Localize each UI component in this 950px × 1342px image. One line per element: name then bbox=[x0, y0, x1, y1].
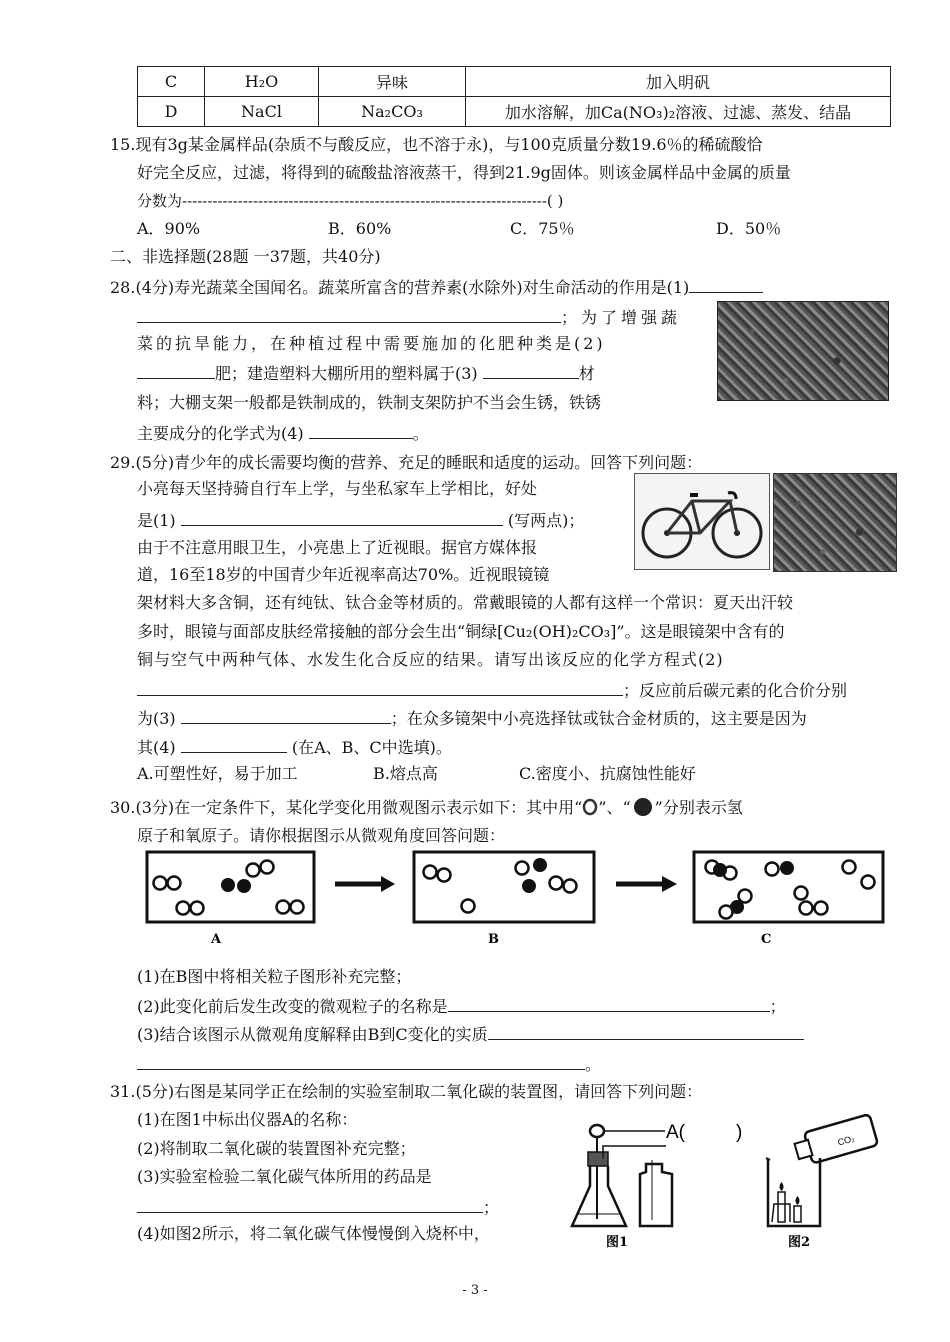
q29-line2: 小亮每天坚持骑自行车上学，与坐私家车上学相比，好处 bbox=[137, 479, 538, 498]
q29-option-a: A.可塑性好，易于加工 bbox=[137, 764, 298, 783]
q15-line2: 好完全反应，过滤，将得到的硫酸盐溶液蒸干，得到21.9g固体。则该金属样品中金属的质量 bbox=[137, 163, 791, 182]
reading-photo bbox=[773, 473, 897, 572]
q29-line10-text: 为(3) bbox=[137, 709, 176, 728]
q28-line4-tail: 材 bbox=[578, 364, 595, 383]
q30-sub2-text: (2)此变化前后发生改变的微观粒子的名称是 bbox=[137, 997, 448, 1016]
oxygen-atom-icon bbox=[631, 797, 655, 817]
q28-line6-text: 主要成分的化学式为(4) bbox=[137, 424, 304, 443]
figure1-apparatus bbox=[570, 1114, 750, 1249]
q30-line1-mid: ”、“ bbox=[598, 798, 631, 817]
q30-sub2 bbox=[137, 994, 786, 1018]
q30-sub1: (1)在B图中将相关粒子图形补充完整； bbox=[137, 967, 412, 986]
q15-option-d: D．50％ bbox=[716, 219, 782, 238]
answer-blank[interactable] bbox=[309, 421, 413, 439]
q28-line2 bbox=[137, 305, 681, 329]
co2-bottle-label: CO₂ bbox=[836, 1133, 856, 1148]
box-label: A bbox=[211, 932, 222, 947]
q30-line1-text: 30.(3分)在一定条件下，某化学变化用微观图示表示如下：其中用“ bbox=[110, 798, 583, 817]
box-label: B bbox=[488, 932, 499, 947]
reaction-micro-diagram bbox=[145, 850, 895, 950]
answer-blank[interactable] bbox=[488, 1022, 804, 1040]
q30-sub3-cont bbox=[137, 1052, 601, 1076]
q29-line11 bbox=[137, 735, 452, 759]
q28-line3: 菜的抗旱能力，在种植过程中需要施加的化肥种类是(2) bbox=[137, 334, 606, 353]
q31-sub3-cont bbox=[137, 1195, 499, 1219]
table-row bbox=[138, 67, 891, 97]
q28-line1-text: 28.(4分)寿光蔬菜全国闻名。蔬菜所富含的营养素(水除外)对生命活动的作用是(1) bbox=[110, 278, 690, 297]
q30-sub2-tail: ； bbox=[769, 997, 786, 1016]
q31-line1: 31.(5分)右图是某同学正在绘制的实验室制取二氧化碳的装置图，请回答下列问题： bbox=[110, 1082, 703, 1101]
section-heading: 二、非选择题(28题 一37题，共40分) bbox=[110, 247, 381, 266]
table-cell: C bbox=[138, 67, 205, 97]
q15-option-a: A．90% bbox=[137, 219, 201, 238]
hydrogen-atom-icon bbox=[582, 798, 598, 816]
answer-blank[interactable] bbox=[137, 678, 623, 696]
q29-line4: 由于不注意用眼卫生，小亮患上了近视眼。据官方媒体报 bbox=[137, 538, 538, 557]
table-cell: Na₂CO₃ bbox=[319, 97, 466, 127]
answer-blank[interactable] bbox=[181, 735, 287, 753]
q28-line6 bbox=[137, 421, 429, 445]
q29-line7: 多时，眼镜与面部皮肤经常接触的部分会生出“铜绿[Cu₂(OH)₂CO₃]”。这是眼镜架中含有的 bbox=[137, 622, 785, 641]
table-cell: D bbox=[138, 97, 205, 127]
answer-blank[interactable] bbox=[181, 706, 391, 724]
q29-line11-text: 其(4) bbox=[137, 738, 176, 757]
q29-line8: 铜与空气中两种气体、水发生化合反应的结果。请写出该反应的化学方程式(2) bbox=[137, 650, 724, 669]
answer-blank[interactable] bbox=[137, 1052, 585, 1070]
figure2-label: 图2 bbox=[788, 1235, 811, 1249]
box-label: C bbox=[761, 932, 772, 947]
q30-line2: 原子和氧原子。请你根据图示从微观角度回答问题： bbox=[137, 826, 506, 845]
q28-line4-text: 肥；建造塑料大棚所用的塑料属于(3) bbox=[215, 364, 478, 383]
answer-blank[interactable] bbox=[448, 994, 770, 1012]
figure1-label: 图1 bbox=[606, 1235, 629, 1249]
answer-blank[interactable] bbox=[137, 305, 561, 323]
table-cell: 异味 bbox=[319, 67, 466, 97]
table-cell: NaCl bbox=[205, 97, 319, 127]
q28-line1 bbox=[110, 275, 763, 299]
q29-line3-text: 是(1) bbox=[137, 511, 176, 530]
q15-line1: 15.现有3g某金属样品(杂质不与酸反应，也不溶于永)，与100克质量分数19.6％的稀硫酸恰 bbox=[110, 135, 763, 154]
bicycle-photo bbox=[634, 473, 770, 570]
options-table bbox=[137, 66, 891, 127]
q29-line9-text: ；反应前后碳元素的化合价分别 bbox=[623, 681, 848, 700]
answer-blank[interactable] bbox=[689, 275, 763, 293]
q29-option-b: B.熔点高 bbox=[373, 764, 438, 783]
q29-line10-tail: ；在众多镜架中小亮选择钛或钛合金材质的，这主要是因为 bbox=[390, 709, 807, 728]
q29-option-c: C.密度小、抗腐蚀性能好 bbox=[519, 764, 696, 783]
q29-line9 bbox=[137, 678, 847, 702]
q29-line6: 架材料大多含铜，还有纯钛、钛合金等材质的。常戴眼镜的人都有这样一个常识：夏天出汗较 bbox=[137, 593, 794, 612]
instrument-a-paren: ) bbox=[736, 1122, 743, 1143]
q31-sub3: (3)实验室检验二氧化碳气体所用的药品是 bbox=[137, 1167, 432, 1186]
figure2-apparatus bbox=[760, 1114, 895, 1249]
q30-sub3-text: (3)结合该图示从微观角度解释由B到C变化的实质 bbox=[137, 1025, 488, 1044]
q31-sub2: (2)将制取二氧化碳的装置图补充完整； bbox=[137, 1139, 416, 1158]
q29-line11-tail: (在A、B、C中选填)。 bbox=[291, 738, 452, 757]
q28-line2-text: ；为了增强蔬 bbox=[561, 308, 682, 327]
q30-line1-tail: ”分别表示氢 bbox=[654, 798, 743, 817]
q15-option-b: B．60% bbox=[328, 219, 392, 238]
q28-line4 bbox=[137, 361, 595, 385]
q31-sub4: (4)如图2所示，将二氧化碳气体慢慢倒入烧杯中， bbox=[137, 1224, 490, 1243]
instrument-a-label: A( bbox=[666, 1122, 685, 1143]
q29-line10 bbox=[137, 706, 807, 730]
answer-blank[interactable] bbox=[137, 361, 215, 379]
q28-line5: 料；大棚支架一般都是铁制成的，铁制支架防护不当会生锈，铁锈 bbox=[137, 393, 602, 412]
q30-sub3-end: 。 bbox=[585, 1055, 602, 1074]
q15-option-c: C．75％ bbox=[510, 219, 575, 238]
q30-line1 bbox=[110, 797, 743, 819]
q31-sub3-end: ； bbox=[483, 1198, 500, 1217]
table-cell: 加入明矾 bbox=[466, 67, 891, 97]
answer-blank[interactable] bbox=[483, 361, 579, 379]
q15-line3: 分数为------------------------------------------------------------------------( ) bbox=[137, 192, 564, 210]
q29-line3-tail: (写两点)； bbox=[507, 511, 585, 530]
q29-line3 bbox=[137, 508, 584, 532]
vegetable-photo bbox=[717, 301, 889, 401]
table-row bbox=[138, 97, 891, 127]
q29-line1: 29.(5分)青少年的成长需要均衡的营养、充足的睡眠和适度的运动。回答下列问题： bbox=[110, 453, 703, 472]
answer-blank[interactable] bbox=[137, 1195, 483, 1213]
page-number: - 3 - bbox=[462, 1283, 488, 1298]
answer-blank[interactable] bbox=[181, 508, 503, 526]
arrow-right-icon bbox=[662, 876, 677, 892]
q28-line6-tail: 。 bbox=[412, 424, 429, 443]
q30-sub3 bbox=[137, 1022, 804, 1046]
q31-sub1: (1)在图1中标出仪器A的名称： bbox=[137, 1110, 358, 1129]
table-cell: H₂O bbox=[205, 67, 319, 97]
q29-line5: 道，16至18岁的中国青少年近视率高达70%。近视眼镜镜 bbox=[137, 565, 550, 584]
table-cell: 加水溶解，加Ca(NO₃)₂溶液、过滤、蒸发、结晶 bbox=[466, 97, 891, 127]
arrow-right-icon bbox=[381, 876, 395, 892]
